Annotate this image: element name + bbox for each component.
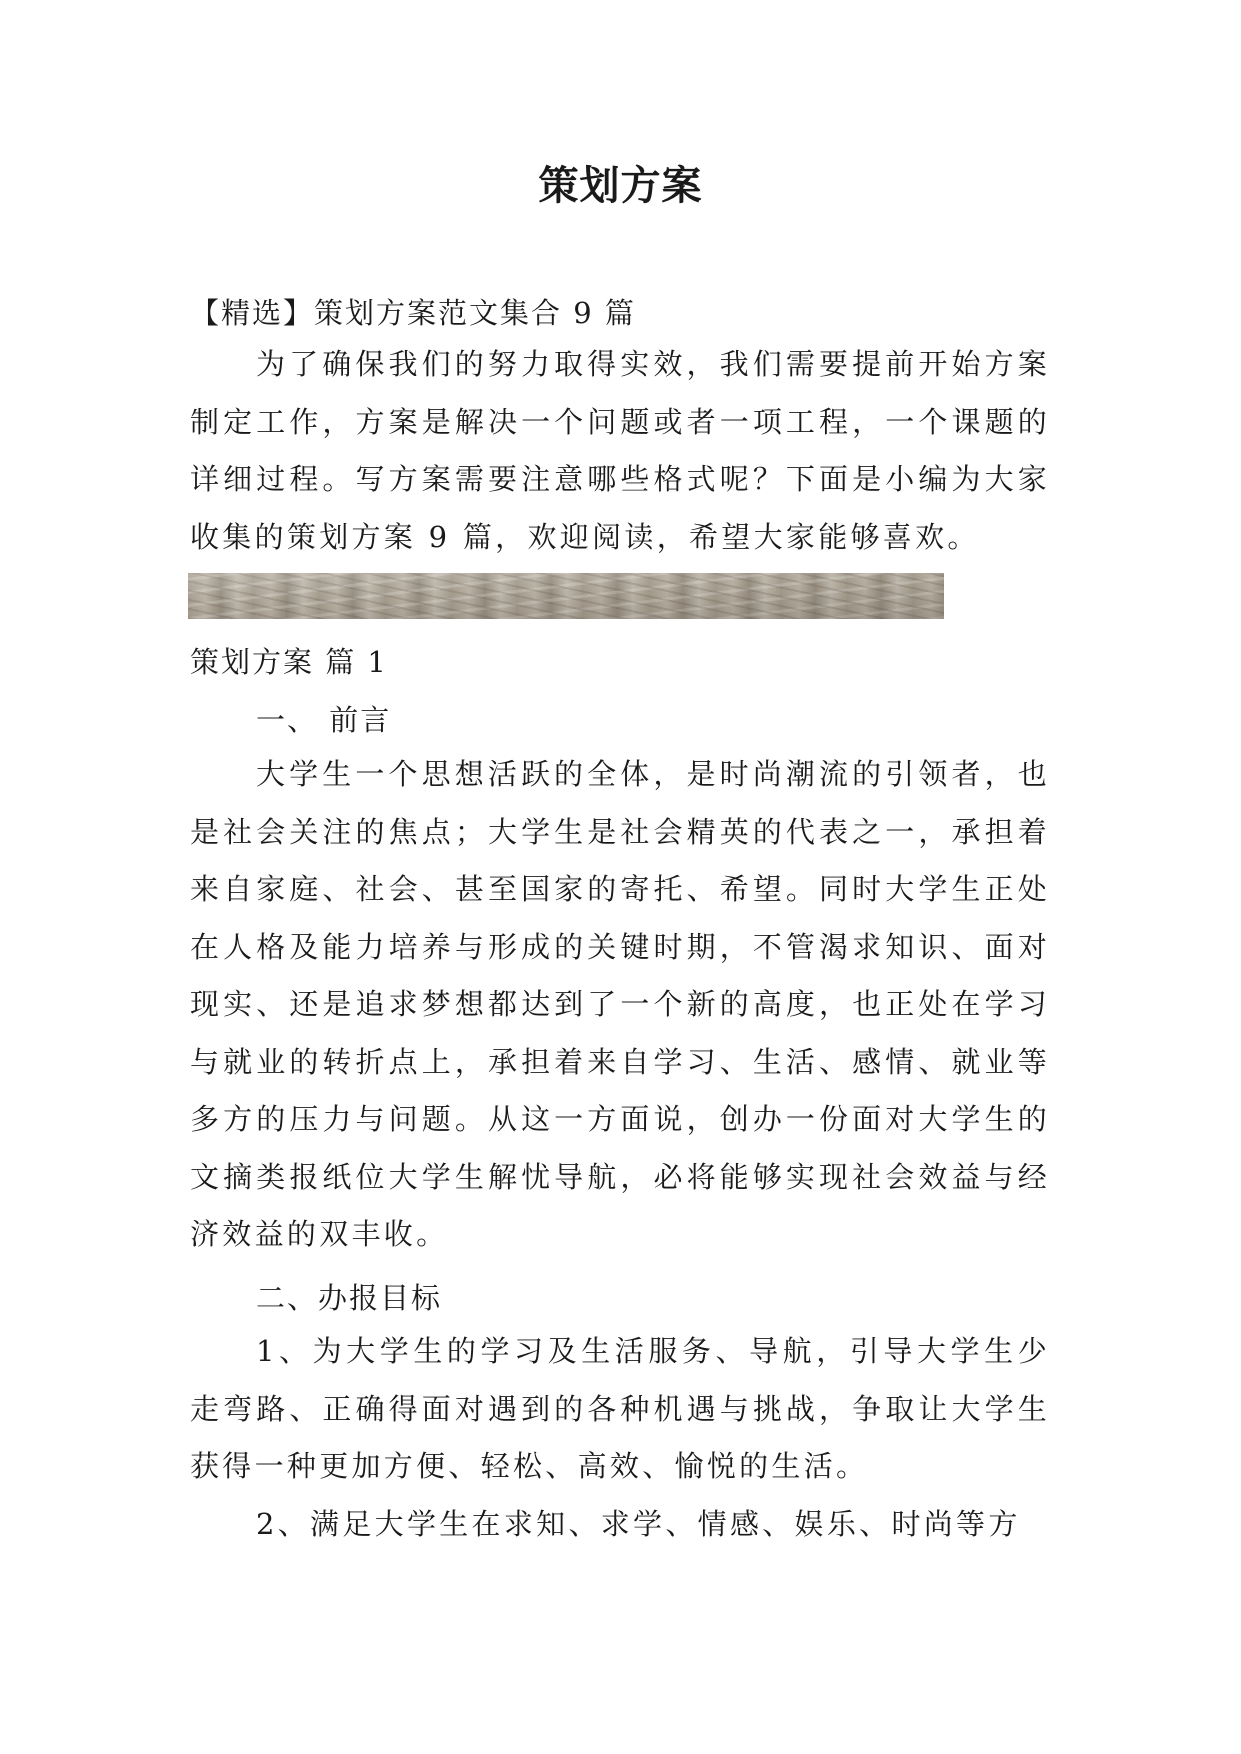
decorative-stone-banner (188, 573, 944, 619)
objective-item-1: 1、为大学生的学习及生活服务、导航，引导大学生少走弯路、正确得面对遇到的各种机遇与挑战，争取让大学生获得一种更加方便、轻松、高效、愉悦的生活。 (190, 1334, 1050, 1483)
document-subtitle: 【精选】策划方案范文集合 9 篇 (190, 296, 636, 330)
page-title: 策划方案 (538, 162, 703, 209)
objective-item-2: 2、满足大学生在求知、求学、情感、娱乐、时尚等方 (256, 1507, 1021, 1541)
intro-paragraph: 为了确保我们的努力取得实效，我们需要提前开始方案制定工作，方案是解决一个问题或者一项工程，一个课题的详细过程。写方案需要注意哪些格式呢？下面是小编为大家收集的策划方案 9 篇，欢迎阅读，希望大家能够喜欢。 (190, 347, 1050, 554)
heading-objectives: 二、办报目标 (256, 1281, 443, 1315)
paragraph-preface: 大学生一个思想活跃的全体，是时尚潮流的引领者，也是社会关注的焦点；大学生是社会精英的代表之一，承担着来自家庭、社会、甚至国家的寄托、希望。同时大学生正处在人格及能力培养与形成的关键时期，不管渴求知识、面对现实、还是追求梦想都达到了一个新的高度，也正处在学习与就业的转折点上，承担着来自学习、生活、感情、就业等多方的压力与问题。从这一方面说，创办一份面对大学生的文摘类报纸位大学生解忧导航，必将能够实现社会效益与经济效益的双丰收。 (190, 757, 1050, 1251)
section-heading: 策划方案 篇 1 (190, 645, 388, 679)
heading-preface: 一、 前言 (256, 703, 392, 737)
